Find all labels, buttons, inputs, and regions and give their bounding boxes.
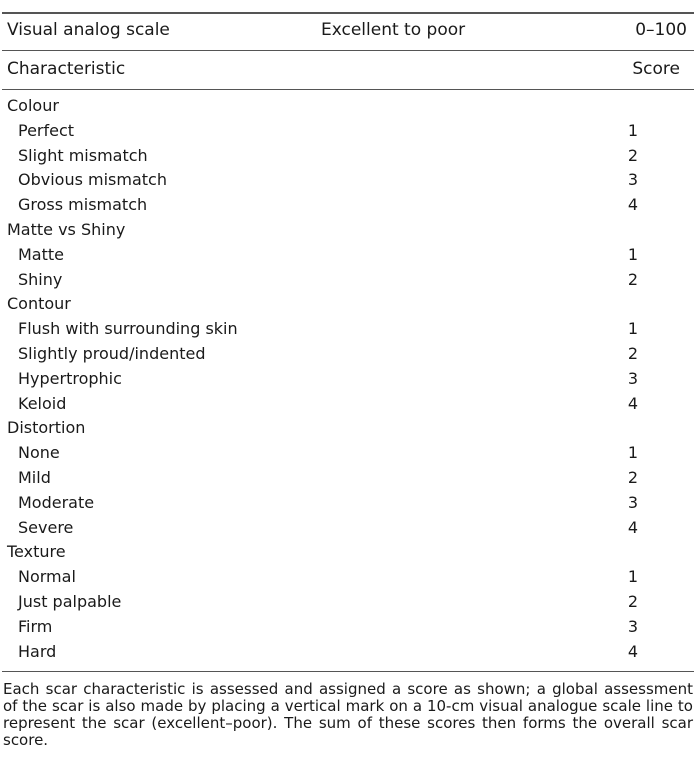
item-label: Matte [18, 244, 64, 264]
table-row [2, 318, 694, 343]
item-score: 4 [627, 393, 639, 413]
item-label: Gross mismatch [18, 195, 148, 215]
item-score: 2 [627, 343, 639, 363]
table-row [2, 492, 694, 517]
item-label: Just palpable [18, 591, 122, 611]
category-label: Colour [7, 96, 59, 115]
bottom-rule [2, 671, 694, 672]
table-row [2, 343, 694, 368]
table-row [2, 145, 694, 170]
vas-range: Excellent to poor [321, 20, 466, 40]
vas-value: 0–100 [635, 20, 687, 40]
table-row [2, 641, 694, 666]
table-row [2, 442, 694, 467]
category-row [2, 541, 694, 566]
item-score: 3 [627, 170, 639, 190]
item-score: 1 [627, 120, 639, 140]
item-score: 1 [627, 319, 639, 339]
category-label: Distortion [7, 418, 86, 438]
visual-analog-scale-row [2, 18, 694, 44]
table-row [2, 244, 694, 269]
item-score: 3 [627, 616, 639, 636]
category-label: Contour [7, 294, 71, 314]
table-body [2, 95, 694, 665]
table-row [2, 566, 694, 591]
table-row [2, 120, 694, 145]
table-footnote: Each scar characteristic is assessed and assigned a score as shown; a global assessment of the scar is also made by placing a vertical mark on a 10-cm visual analogue scale line to represent the scar (excellent–poor). The sum of these scores then forms the overall scar score. [3, 680, 693, 749]
item-label: Slightly proud/indented [18, 343, 206, 363]
header-divider [2, 89, 694, 90]
item-label: Firm [18, 616, 53, 636]
table-row [2, 368, 694, 393]
top-rule [2, 12, 694, 14]
item-label: Keloid [18, 393, 67, 413]
item-label: Obvious mismatch [18, 170, 167, 190]
table-header [2, 57, 694, 83]
item-label: Mild [18, 467, 51, 487]
vas-label: Visual analog scale [7, 20, 170, 40]
item-label: Hard [18, 641, 57, 661]
item-label: None [18, 443, 60, 463]
item-score: 1 [627, 244, 639, 264]
item-label: Severe [18, 517, 74, 537]
item-score: 1 [627, 443, 639, 463]
item-score: 4 [627, 641, 639, 661]
score-header: Score [632, 59, 680, 79]
item-label: Hypertrophic [18, 368, 122, 388]
category-row [2, 293, 694, 318]
item-score: 2 [627, 591, 639, 611]
table-row [2, 591, 694, 616]
item-score: 3 [627, 492, 639, 512]
item-label: Moderate [18, 492, 95, 512]
table-row [2, 169, 694, 194]
category-row [2, 95, 694, 120]
item-label: Slight mismatch [18, 145, 148, 165]
table-row [2, 616, 694, 641]
item-score: 2 [627, 269, 639, 289]
item-score: 2 [627, 145, 639, 165]
table-row [2, 517, 694, 542]
category-row [2, 219, 694, 244]
category-row [2, 417, 694, 442]
item-label: Flush with surrounding skin [18, 319, 238, 339]
item-score: 4 [627, 517, 639, 537]
item-label: Perfect [18, 120, 75, 140]
item-score: 1 [627, 567, 639, 587]
table-row [2, 269, 694, 294]
table-row [2, 467, 694, 492]
item-label: Shiny [18, 269, 63, 289]
table-row [2, 393, 694, 418]
table-row [2, 194, 694, 219]
category-label: Matte vs Shiny [7, 219, 126, 239]
characteristic-header: Characteristic [7, 59, 126, 79]
item-label: Normal [18, 567, 76, 587]
item-score: 2 [627, 467, 639, 487]
vas-divider [2, 50, 694, 51]
item-score: 4 [627, 195, 639, 215]
category-label: Texture [7, 542, 66, 562]
item-score: 3 [627, 368, 639, 388]
